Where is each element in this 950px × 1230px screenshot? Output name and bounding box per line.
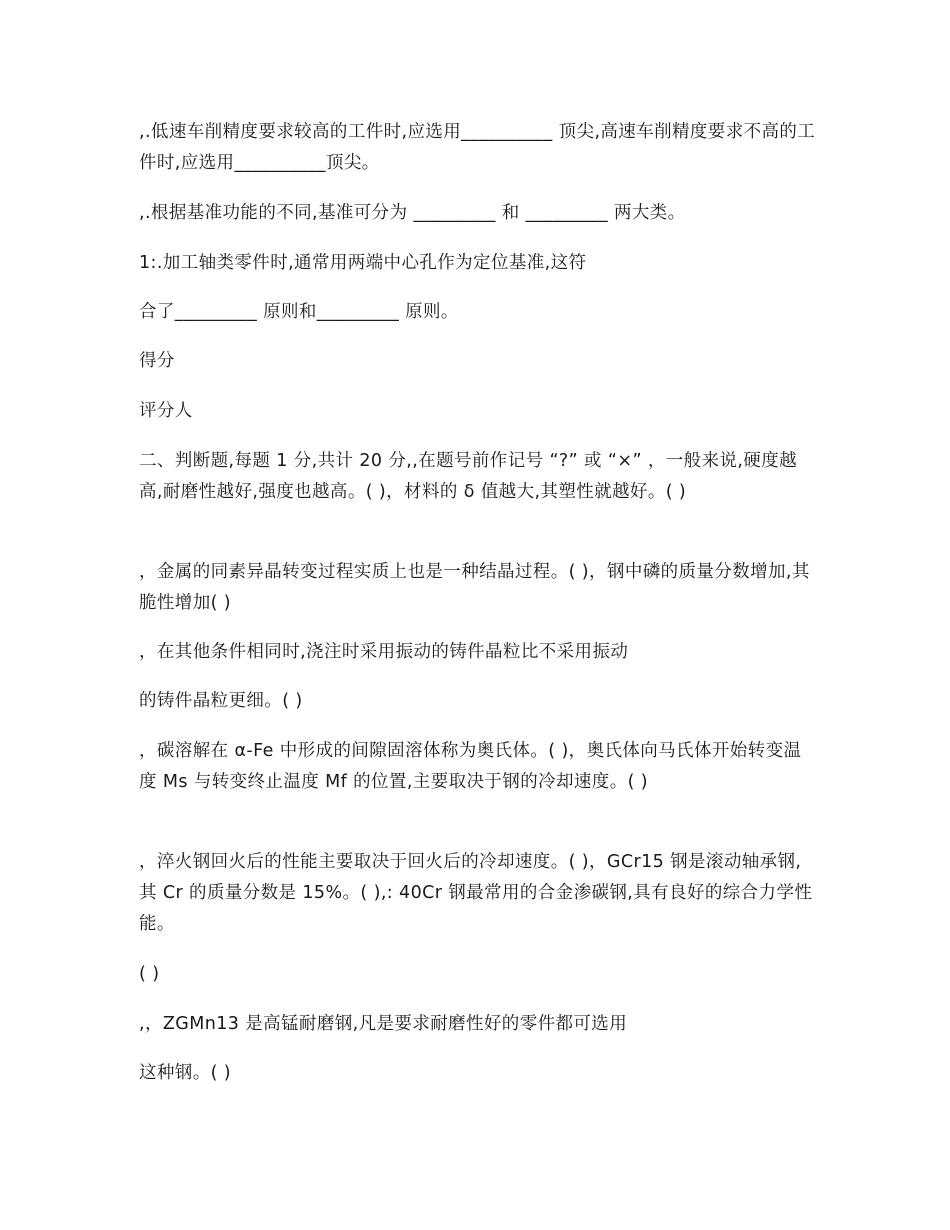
- grader-label: 评分人: [139, 401, 193, 421]
- question-casting-vibration: ，在其他条件相同时,浇注时采用振动的铸件晶粒比不采用振动: [139, 642, 629, 662]
- question-casting-vibration-cont: 的铸件晶粒更细。( ): [139, 691, 303, 711]
- question-zgmn13-cont: 这种钢。( ): [139, 1063, 232, 1083]
- score-label: 得分: [139, 351, 175, 371]
- question-austenite: ，碳溶解在 α-Fe 中形成的间隙固溶体称为奥氏体。( )，奥氏体向马氏体开始转变温度 Ms 与转变终止温度 Mf 的位置,主要取决于钢的冷却速度。( ): [139, 741, 802, 792]
- question-lathe-center: ,.低速车削精度要求较高的工件时,应选用__________ 顶尖,高速车削精度要求不高的工件时,应选用__________顶尖。: [139, 122, 816, 173]
- question-shaft-datum-cont: 合了_________ 原则和_________ 原则。: [139, 302, 459, 322]
- question-zgmn13: ,，ZGMn13 是高锰耐磨钢,凡是要求耐磨性好的零件都可选用: [139, 1014, 628, 1034]
- section-true-false-heading: 二、判断题,每题 1 分,共计 20 分,,在题号前作记号 “?” 或 “×” ，一般来说,硬度越高,耐磨性越好,强度也越高。( )，材料的 δ 值越大,其塑性就越好。( ): [139, 451, 798, 502]
- question-tempering: ，淬火钢回火后的性能主要取决于回火后的冷却速度。( )，GCr15 钢是滚动轴承钢,其 Cr 的质量分数是 15%。( ),: 40Cr 钢最常用的合金渗碳钢,具有良好的综合力学性能。: [139, 852, 813, 934]
- question-shaft-datum: 1:.加工轴类零件时,通常用两端中心孔作为定位基准,这符: [139, 253, 587, 273]
- answer-blank: ( ): [139, 964, 160, 984]
- question-datum-types: ,.根据基准功能的不同,基准可分为 _________ 和 _________ 两大类。: [139, 203, 686, 223]
- question-allotropic: ，金属的同素异晶转变过程实质上也是一种结晶过程。( )，钢中磷的质量分数增加,其脆性增加( ): [139, 562, 810, 613]
